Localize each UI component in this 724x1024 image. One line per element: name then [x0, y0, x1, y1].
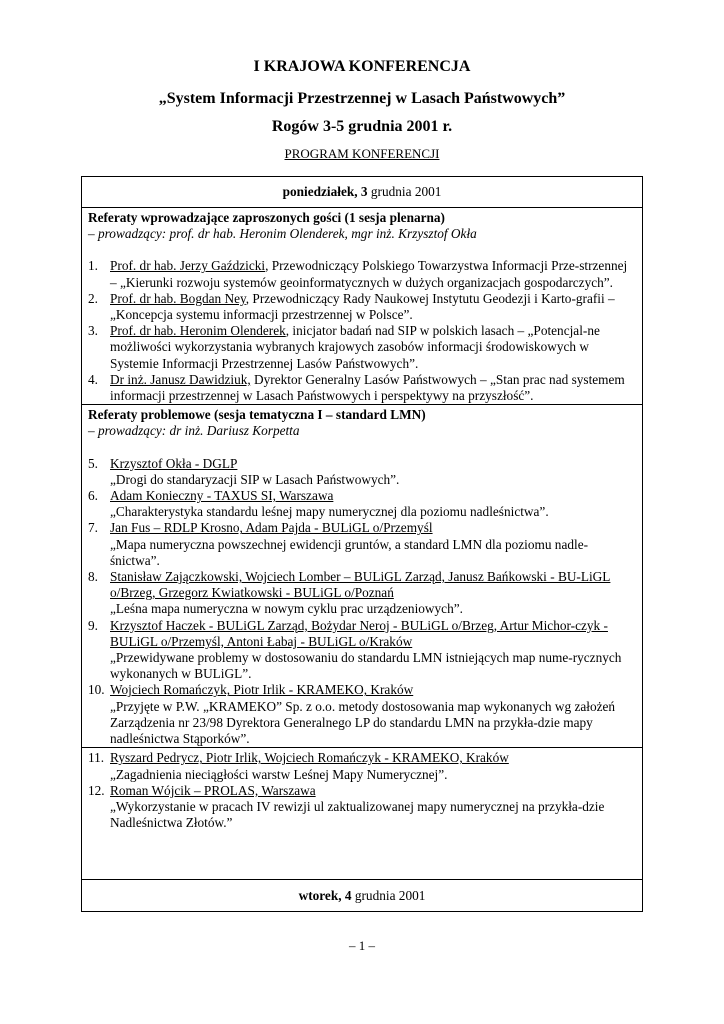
day-weekday: wtorek, 4	[298, 888, 352, 903]
session-title: Referaty problemowe (sesja tematyczna I – standard LMN)	[88, 407, 426, 423]
list-item	[88, 750, 636, 782]
authors: Jan Fus – RDLP Krosno, Adam Pajda - BULiGL o/Przemyśl	[110, 520, 433, 536]
item-number: 10.	[88, 682, 105, 698]
list-item	[88, 783, 636, 832]
authors: Krzysztof Okła - DGLP	[110, 455, 238, 471]
day-header-monday	[82, 177, 642, 208]
talk-title: „Zagadnienia nieciągłości warstw Leśnej Mapy Numerycznej”.	[110, 766, 448, 782]
item-number: 7.	[88, 520, 98, 536]
day-weekday: poniedziałek, 3	[282, 184, 368, 199]
item-number: 3.	[88, 323, 98, 339]
program-table	[81, 176, 643, 912]
session-thematic	[82, 405, 642, 748]
authors: Krzysztof Haczek - BULiGL Zarząd, Bożydar Neroj - BULiGL o/Brzeg, Artur Michor-czyk - BULiGL o/Przemyśl, Antoni Łabaj - BULiGL o/Kraków	[110, 617, 608, 649]
talk-title: „Drogi do standaryzacji SIP w Lasach Państwowych”.	[110, 471, 400, 487]
item-number: 9.	[88, 617, 98, 633]
talk-title: „Charakterystyka standardu leśnej mapy numerycznej dla poziomu nadleśnictwa”.	[110, 504, 549, 520]
item-number: 5.	[88, 455, 98, 471]
item-number: 11.	[88, 750, 105, 766]
item-number: 1.	[88, 258, 98, 274]
day-date: grudnia 2001	[351, 888, 426, 903]
list-item	[88, 569, 636, 618]
list-item	[88, 682, 636, 747]
program-heading: PROGRAM KONFERENCJI	[284, 146, 440, 161]
talk-title: „Mapa numeryczna powszechnej ewidencji gruntów, a standard LMN dla poziomu nadle-śnictwa”.	[110, 536, 589, 568]
session-title: Referaty wprowadzające zaproszonych gości (1 sesja plenarna)	[88, 210, 445, 225]
session-chair: – prowadzący: dr inż. Dariusz Korpetta	[88, 423, 300, 439]
authors: Roman Wójcik – PROLAS, Warszawa	[110, 782, 316, 798]
authors: Ryszard Pedrycz, Piotr Irlik, Wojciech Romańczyk - KRAMEKO, Kraków	[110, 750, 509, 766]
talk-title: „Przyjęte w P.W. „KRAMEKO” Sp. z o.o. metody dostosowania map wykonanych wg założeń Zarządzenia nr 23/98 Dyrektora Generalnego LP do standardu LMN na przykła-dzie mapy nadleśnictwa Stąporków”.	[110, 698, 616, 747]
list-item	[88, 291, 636, 323]
speaker-name: Prof. dr hab. Bogdan Ney	[110, 290, 246, 306]
session-plenary	[82, 208, 642, 405]
conference-dates: Rogów 3-5 grudnia 2001 r.	[271, 118, 453, 135]
item-number: 4.	[88, 371, 98, 387]
day-header-tuesday	[82, 879, 642, 911]
item-number: 2.	[88, 290, 98, 306]
talk-title: „Wykorzystanie w pracach IV rewizji ul zaktualizowanej mapy numerycznej na przykła-dzie Nadleśnictwa Złotów.”	[110, 798, 605, 831]
conference-title: I KRAJOWA KONFERENCJA	[253, 58, 471, 75]
session-continued	[82, 748, 642, 831]
item-number: 8.	[88, 569, 98, 585]
list-item	[88, 520, 636, 569]
speaker-name: Prof. dr hab. Jerzy Gaździcki	[110, 258, 266, 274]
list-item	[88, 323, 636, 372]
item-number: 6.	[88, 488, 98, 504]
page-number: – 1 –	[349, 938, 375, 953]
day-date: grudnia 2001	[367, 184, 442, 199]
talk-text: , Przewodniczący Polskiego Towarzystwa Informacji Prze-strzennej – „Kierunki rozwoju systemów geoinformatycznych w dużych organizacjach gospodarczych”.	[110, 258, 628, 290]
talk-title: „Leśna mapa numeryczna w nowym cyklu prac urządzeniowych”.	[110, 601, 463, 617]
talk-text: , inicjator badań nad SIP w polskich lasach – „Potencjal-ne możliwości wykorzystania wybranych krajowych zasobów informacji środowiskowych w Systemie Informacji Przestrzennej Lasów Państwowych”.	[110, 323, 600, 371]
talk-text: , Przewodniczący Rady Naukowej Instytutu Geodezji i Karto-grafii – „Koncepcja systemu informacji przestrzennej w Polsce”.	[110, 290, 615, 323]
talk-text: Dyrektor Generalny Lasów Państwowych – „Stan prac nad systemem informacji przestrzennej w Lasach Państwowych i perspektywy na przyszłość”.	[110, 371, 625, 404]
talk-title: „Przewidywane problemy w dostosowaniu do standardu LMN istniejących map nume-rycznych wykonanych w BULiGL”.	[110, 650, 622, 682]
list-item	[88, 258, 636, 290]
speaker-name: Dr inż. Janusz Dawidziuk,	[110, 371, 251, 387]
authors: Adam Konieczny - TAXUS SI, Warszawa	[110, 488, 334, 504]
authors: Stanisław Zajączkowski, Wojciech Lomber – BULiGL Zarząd, Janusz Bańkowski - BU-LiGL o/Brzeg, Grzegorz Kwiatkowski - BULiGL o/Poznań	[110, 569, 611, 601]
list-item	[88, 618, 636, 683]
item-number: 12.	[88, 782, 105, 798]
authors: Wojciech Romańczyk, Piotr Irlik - KRAMEKO, Kraków	[110, 682, 414, 698]
list-item	[88, 488, 636, 520]
list-item	[88, 456, 636, 488]
session-chair: – prowadzący: prof. dr hab. Heronim Olenderek, mgr inż. Krzysztof Okła	[88, 226, 477, 242]
conference-subtitle: „System Informacji Przestrzennej w Lasach Państwowych”	[158, 90, 566, 107]
speaker-name: Prof. dr hab. Heronim Olenderek	[110, 323, 286, 339]
list-item	[88, 372, 636, 404]
